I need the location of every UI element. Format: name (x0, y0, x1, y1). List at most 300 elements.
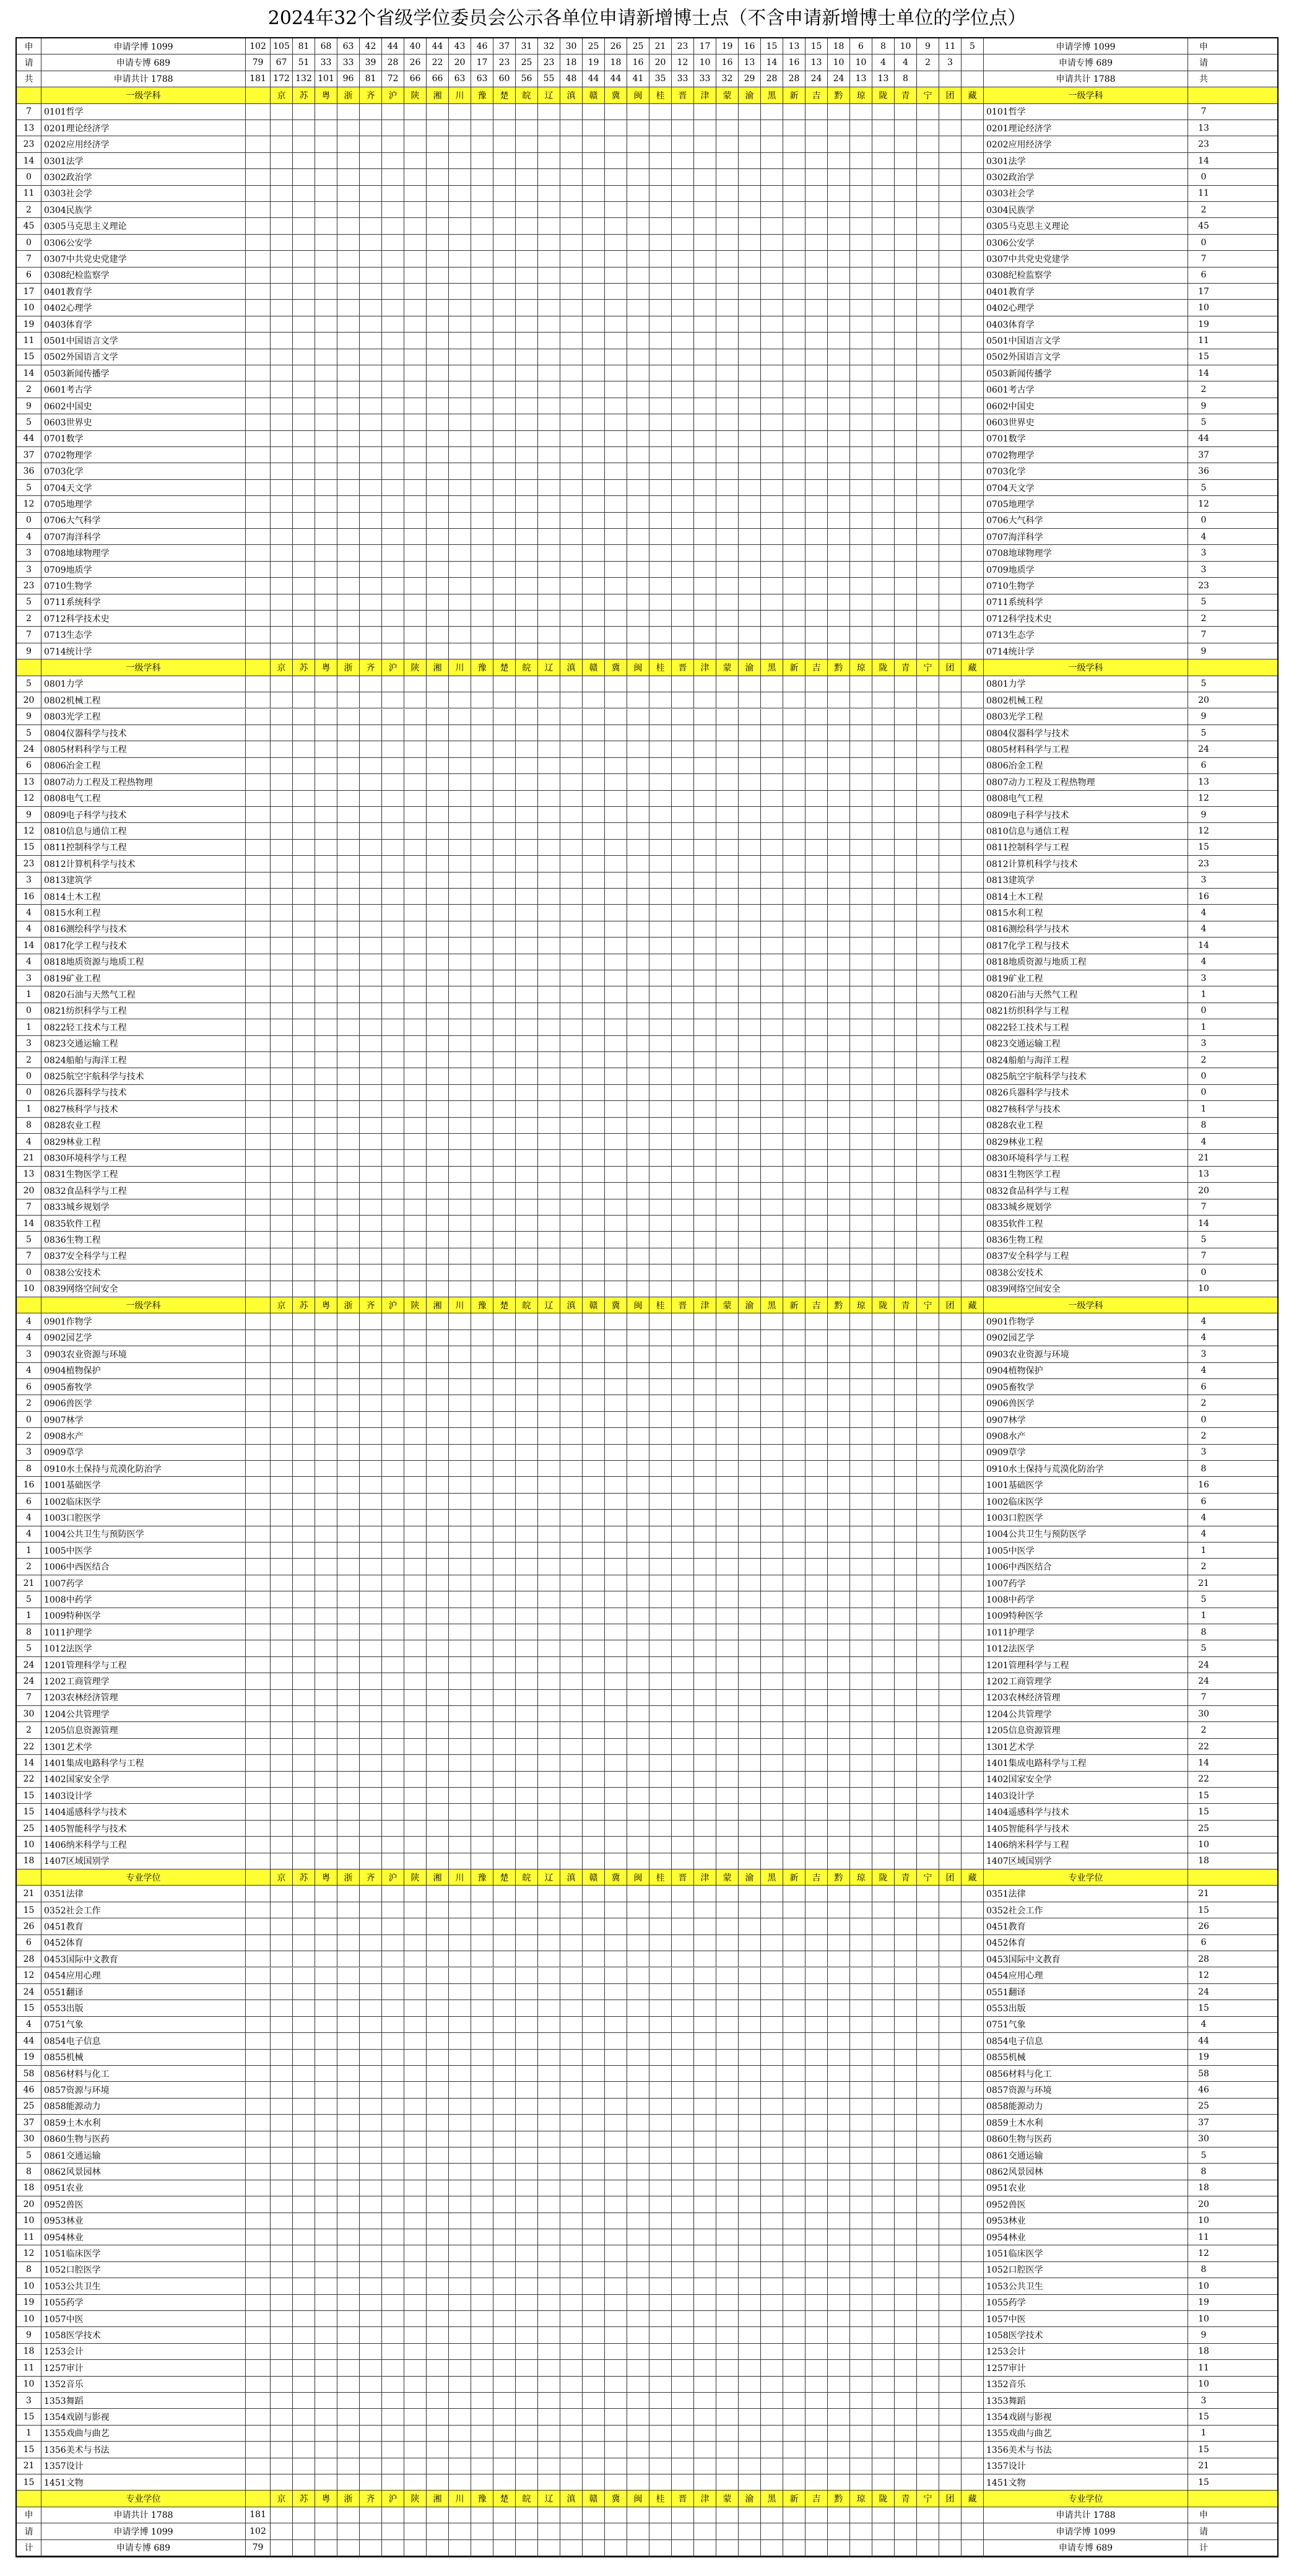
row-blank (246, 921, 271, 937)
province-cell (382, 1494, 404, 1509)
province-cell (293, 2099, 315, 2114)
province-cell (716, 758, 739, 773)
province-cell (783, 186, 805, 201)
province-cell (315, 1657, 337, 1673)
province-cell (427, 1363, 449, 1378)
summary-value: 16 (627, 54, 649, 70)
discipline-name-right: 1001基础医学 (984, 1477, 1188, 1492)
province-cell (605, 349, 627, 365)
province-cell (627, 463, 649, 479)
province-cell (493, 414, 516, 430)
province-cell (761, 1395, 783, 1411)
province-cell (672, 1150, 694, 1165)
province-cell (805, 1183, 828, 1198)
row-blank (246, 1918, 271, 1934)
province-cell (917, 1134, 939, 1149)
province-cell (538, 153, 560, 168)
province-cell (739, 1821, 761, 1836)
province-cell (427, 1461, 449, 1476)
province-cell (805, 480, 828, 495)
row-blank (246, 316, 271, 332)
province-cell (872, 758, 895, 773)
province-cell (783, 1363, 805, 1378)
province-cell (471, 186, 493, 201)
province-cell (672, 120, 694, 136)
province-cell (805, 1379, 828, 1395)
province-cell (583, 1461, 605, 1476)
table-row (17, 872, 1277, 889)
province-cell (895, 398, 917, 414)
province-cell (449, 1150, 471, 1165)
province-cell (293, 872, 315, 888)
row-blank (246, 1395, 271, 1411)
province-cell (850, 136, 872, 152)
province-cell (605, 316, 627, 332)
province-cell (427, 1640, 449, 1656)
discipline-name: 0811控制科学与工程 (41, 840, 246, 855)
province-cell (560, 823, 583, 838)
province-cell (605, 2066, 627, 2081)
province-cell (850, 1248, 872, 1264)
province-cell (427, 725, 449, 741)
province-cell (627, 1101, 649, 1116)
province-cell (805, 1412, 828, 1427)
province-cell (694, 1412, 716, 1427)
province-cell (739, 1673, 761, 1689)
province-cell (694, 1494, 716, 1509)
province-cell (850, 856, 872, 871)
province-cell (583, 1526, 605, 1542)
province-cell (337, 1346, 360, 1362)
province-cell (315, 1935, 337, 1951)
header-blank (246, 1297, 271, 1313)
row-blank (246, 2033, 271, 2048)
province-cell (471, 725, 493, 741)
province-cell (382, 1232, 404, 1247)
province-label: 皖 (516, 1297, 538, 1313)
province-cell (805, 807, 828, 822)
province-cell (805, 1118, 828, 1133)
province-cell (516, 1445, 538, 1460)
province-cell (449, 921, 471, 937)
province-cell (716, 627, 739, 642)
row-blank (246, 2164, 271, 2179)
province-cell (828, 1837, 850, 1852)
province-cell (783, 1918, 805, 1934)
province-cell (783, 251, 805, 266)
province-cell (404, 2050, 427, 2065)
province-cell (293, 1085, 315, 1100)
province-cell (605, 1559, 627, 1574)
province-cell (404, 2066, 427, 2081)
province-cell (293, 218, 315, 233)
province-cell (293, 545, 315, 560)
province-cell (694, 2000, 716, 2016)
province-cell (872, 791, 895, 806)
province-cell (739, 2066, 761, 2081)
row-count: 45 (17, 218, 41, 233)
discipline-name-right: 0305马克思主义理论 (984, 218, 1188, 233)
province-cell (404, 1003, 427, 1019)
province-cell (382, 676, 404, 692)
summary-value: 46 (471, 38, 493, 54)
discipline-name: 0703化学 (41, 463, 246, 479)
province-cell (493, 545, 516, 560)
province-cell (382, 2180, 404, 2196)
row-count: 5 (17, 414, 41, 430)
province-cell (627, 153, 649, 168)
row-blank (246, 1788, 271, 1803)
row-blank (246, 627, 271, 642)
province-cell (939, 1772, 962, 1787)
table-row (17, 1019, 1277, 1035)
province-cell (627, 643, 649, 659)
province-cell (538, 1788, 560, 1803)
province-cell (694, 1052, 716, 1068)
province-cell (627, 1330, 649, 1346)
province-cell (872, 1216, 895, 1231)
province-cell (627, 2066, 649, 2081)
province-cell (649, 1199, 672, 1215)
province-cell (783, 365, 805, 381)
discipline-name: 0901作物学 (41, 1313, 246, 1329)
province-cell (783, 807, 805, 822)
province-cell (404, 1085, 427, 1100)
province-cell (493, 1510, 516, 1525)
province-cell (962, 1951, 984, 1967)
province-cell (895, 1821, 917, 1836)
province-cell (315, 611, 337, 626)
province-cell (716, 725, 739, 741)
province-cell (872, 872, 895, 888)
province-cell (850, 1706, 872, 1721)
province-cell (337, 1706, 360, 1721)
province-cell (583, 856, 605, 871)
province-cell (761, 840, 783, 855)
province-cell (939, 186, 962, 201)
province-cell (917, 1412, 939, 1427)
province-cell (293, 1657, 315, 1673)
province-cell (471, 2180, 493, 2196)
province-cell (895, 1412, 917, 1427)
province-cell (872, 1281, 895, 1297)
province-cell (605, 872, 627, 888)
province-cell (538, 1036, 560, 1051)
province-cell (493, 251, 516, 266)
province-cell (828, 153, 850, 168)
row-blank (246, 447, 271, 463)
province-cell (828, 2147, 850, 2163)
province-cell (493, 381, 516, 397)
province-cell (805, 1673, 828, 1689)
province-cell (716, 1657, 739, 1673)
province-cell (962, 676, 984, 692)
row-count: 24 (17, 1984, 41, 1999)
province-cell (516, 202, 538, 217)
province-cell (783, 889, 805, 904)
province-cell (895, 741, 917, 757)
province-cell (315, 284, 337, 299)
province-cell (605, 1363, 627, 1378)
province-cell (850, 284, 872, 299)
province-cell (337, 2050, 360, 2065)
province-cell (939, 725, 962, 741)
row-count: 14 (17, 153, 41, 168)
province-cell (805, 1526, 828, 1542)
province-cell (516, 1608, 538, 1624)
province-cell (917, 807, 939, 822)
province-cell (672, 2131, 694, 2147)
province-label: 冀 (605, 1297, 627, 1313)
province-cell (583, 2033, 605, 2048)
province-cell (293, 1543, 315, 1558)
province-cell (315, 1640, 337, 1656)
province-cell (538, 692, 560, 708)
discipline-name: 1202工商管理学 (41, 1673, 246, 1689)
province-cell (404, 1575, 427, 1591)
province-cell (739, 1935, 761, 1951)
province-cell (427, 611, 449, 626)
province-cell (761, 1608, 783, 1624)
province-cell (872, 938, 895, 953)
province-cell (315, 1346, 337, 1362)
province-cell (939, 578, 962, 593)
province-cell (493, 1232, 516, 1247)
province-cell (672, 235, 694, 250)
province-cell (382, 1101, 404, 1116)
province-cell (716, 1918, 739, 1934)
province-cell (895, 529, 917, 544)
province-cell (360, 1346, 382, 1362)
province-cell (828, 627, 850, 642)
table-row (17, 1722, 1277, 1738)
province-cell (649, 1428, 672, 1443)
province-cell (449, 169, 471, 185)
province-cell (828, 1821, 850, 1836)
province-label: 宁 (917, 1869, 939, 1885)
province-cell (560, 1951, 583, 1967)
province-cell (516, 1232, 538, 1247)
province-cell (560, 2131, 583, 2147)
province-cell (404, 1216, 427, 1231)
province-cell (939, 1068, 962, 1084)
province-cell (672, 1984, 694, 1999)
province-cell (850, 120, 872, 136)
discipline-name-right: 0820石油与天然气工程 (984, 986, 1188, 1002)
province-cell (672, 2017, 694, 2032)
province-cell (627, 986, 649, 1002)
province-cell (560, 1608, 583, 1624)
province-cell (583, 202, 605, 217)
province-cell (872, 1853, 895, 1869)
section-header-right: 专业学位 (984, 1869, 1188, 1885)
province-cell (672, 2099, 694, 2114)
discipline-name: 0860生物与医药 (41, 2131, 246, 2147)
row-count: 0 (17, 169, 41, 185)
province-cell (404, 954, 427, 970)
province-label: 蒙 (716, 659, 739, 675)
province-cell (560, 1264, 583, 1280)
province-cell (493, 1951, 516, 1967)
province-cell (672, 251, 694, 266)
table-row (17, 2164, 1277, 2180)
discipline-name: 0839网络空间安全 (41, 1281, 246, 1297)
province-cell (560, 562, 583, 577)
province-cell (627, 1150, 649, 1165)
province-cell (694, 986, 716, 1002)
discipline-name: 0829林业工程 (41, 1134, 246, 1149)
row-count-right: 7 (1201, 1202, 1207, 1212)
discipline-name-right: 0707海洋科学 (984, 529, 1188, 544)
province-cell (360, 1134, 382, 1149)
province-cell (739, 709, 761, 724)
province-cell (828, 823, 850, 838)
province-cell (404, 1052, 427, 1068)
province-cell (404, 1624, 427, 1640)
province-cell (493, 480, 516, 495)
province-cell (538, 1494, 560, 1509)
province-cell (315, 2050, 337, 2065)
province-cell (783, 268, 805, 283)
province-cell (271, 1379, 293, 1395)
province-cell (649, 562, 672, 577)
row-blank (246, 1363, 271, 1378)
row-count: 44 (17, 431, 41, 446)
province-cell (271, 2017, 293, 2032)
province-cell (337, 463, 360, 479)
province-cell (917, 709, 939, 724)
province-cell (917, 774, 939, 790)
province-label: 陇 (872, 659, 895, 675)
discipline-name: 0832食品科学与工程 (41, 1183, 246, 1198)
province-cell (449, 153, 471, 168)
province-cell (427, 1608, 449, 1624)
province-cell (917, 1951, 939, 1967)
row-blank (246, 136, 271, 152)
province-cell (828, 186, 850, 201)
province-cell (783, 1461, 805, 1476)
province-cell (404, 349, 427, 365)
province-cell (382, 1052, 404, 1068)
province-cell (828, 758, 850, 773)
province-cell (649, 2050, 672, 2065)
province-cell (739, 1608, 761, 1624)
province-cell (271, 578, 293, 593)
province-cell (560, 1068, 583, 1084)
province-cell (427, 463, 449, 479)
province-cell (449, 1461, 471, 1476)
province-cell (560, 1968, 583, 1983)
province-cell (360, 758, 382, 773)
discipline-name-right: 1005中医学 (984, 1543, 1188, 1558)
province-cell (471, 905, 493, 920)
province-cell (404, 1608, 427, 1624)
province-cell (828, 1526, 850, 1542)
province-cell (404, 1526, 427, 1542)
province-cell (337, 333, 360, 348)
province-cell (939, 1134, 962, 1149)
province-cell (315, 1755, 337, 1770)
province-cell (583, 2017, 605, 2032)
province-cell (739, 954, 761, 970)
row-count: 24 (17, 1673, 41, 1689)
province-cell (360, 218, 382, 233)
province-cell (962, 2131, 984, 2147)
province-cell (404, 1690, 427, 1705)
province-cell (516, 1167, 538, 1182)
province-cell (694, 1379, 716, 1395)
province-cell (538, 365, 560, 381)
province-cell (605, 202, 627, 217)
province-cell (583, 268, 605, 283)
province-cell (271, 316, 293, 332)
province-cell (895, 1101, 917, 1116)
province-cell (337, 741, 360, 757)
province-cell (293, 1068, 315, 1084)
province-cell (872, 1984, 895, 1999)
province-cell (694, 316, 716, 332)
province-cell (850, 1461, 872, 1476)
province-cell (850, 251, 872, 266)
province-cell (939, 807, 962, 822)
row-blank (246, 791, 271, 806)
province-cell (761, 1281, 783, 1297)
province-cell (828, 1772, 850, 1787)
row-count-right: 2 (1201, 613, 1207, 624)
province-cell (761, 774, 783, 790)
province-cell (493, 1984, 516, 1999)
province-cell (917, 1167, 939, 1182)
province-cell (627, 1935, 649, 1951)
province-cell (917, 333, 939, 348)
province-cell (739, 823, 761, 838)
header-blank (1188, 1869, 1219, 1885)
province-cell (939, 1101, 962, 1116)
province-cell (716, 1951, 739, 1967)
province-cell (382, 2066, 404, 2081)
province-cell (449, 1428, 471, 1443)
province-cell (583, 2115, 605, 2130)
province-cell (516, 1968, 538, 1983)
province-label: 川 (449, 87, 471, 103)
province-cell (716, 1526, 739, 1542)
province-label: 滇 (560, 1869, 583, 1885)
discipline-name-right: 1204公共管理学 (984, 1706, 1188, 1721)
province-cell (694, 643, 716, 659)
province-cell (627, 218, 649, 233)
row-blank (246, 1461, 271, 1476)
province-cell (850, 2131, 872, 2147)
province-cell (404, 1591, 427, 1607)
province-cell (761, 741, 783, 757)
province-cell (761, 349, 783, 365)
province-cell (672, 1559, 694, 1574)
province-cell (337, 1068, 360, 1084)
province-cell (493, 1739, 516, 1754)
province-cell (315, 1690, 337, 1705)
province-cell (560, 2115, 583, 2130)
row-count: 3 (17, 545, 41, 560)
province-cell (739, 2099, 761, 2114)
province-cell (560, 1722, 583, 1738)
province-cell (271, 1461, 293, 1476)
province-cell (293, 1559, 315, 1574)
province-cell (315, 562, 337, 577)
province-cell (917, 856, 939, 871)
province-cell (783, 643, 805, 659)
province-cell (850, 725, 872, 741)
discipline-name: 0857资源与环境 (41, 2082, 246, 2097)
